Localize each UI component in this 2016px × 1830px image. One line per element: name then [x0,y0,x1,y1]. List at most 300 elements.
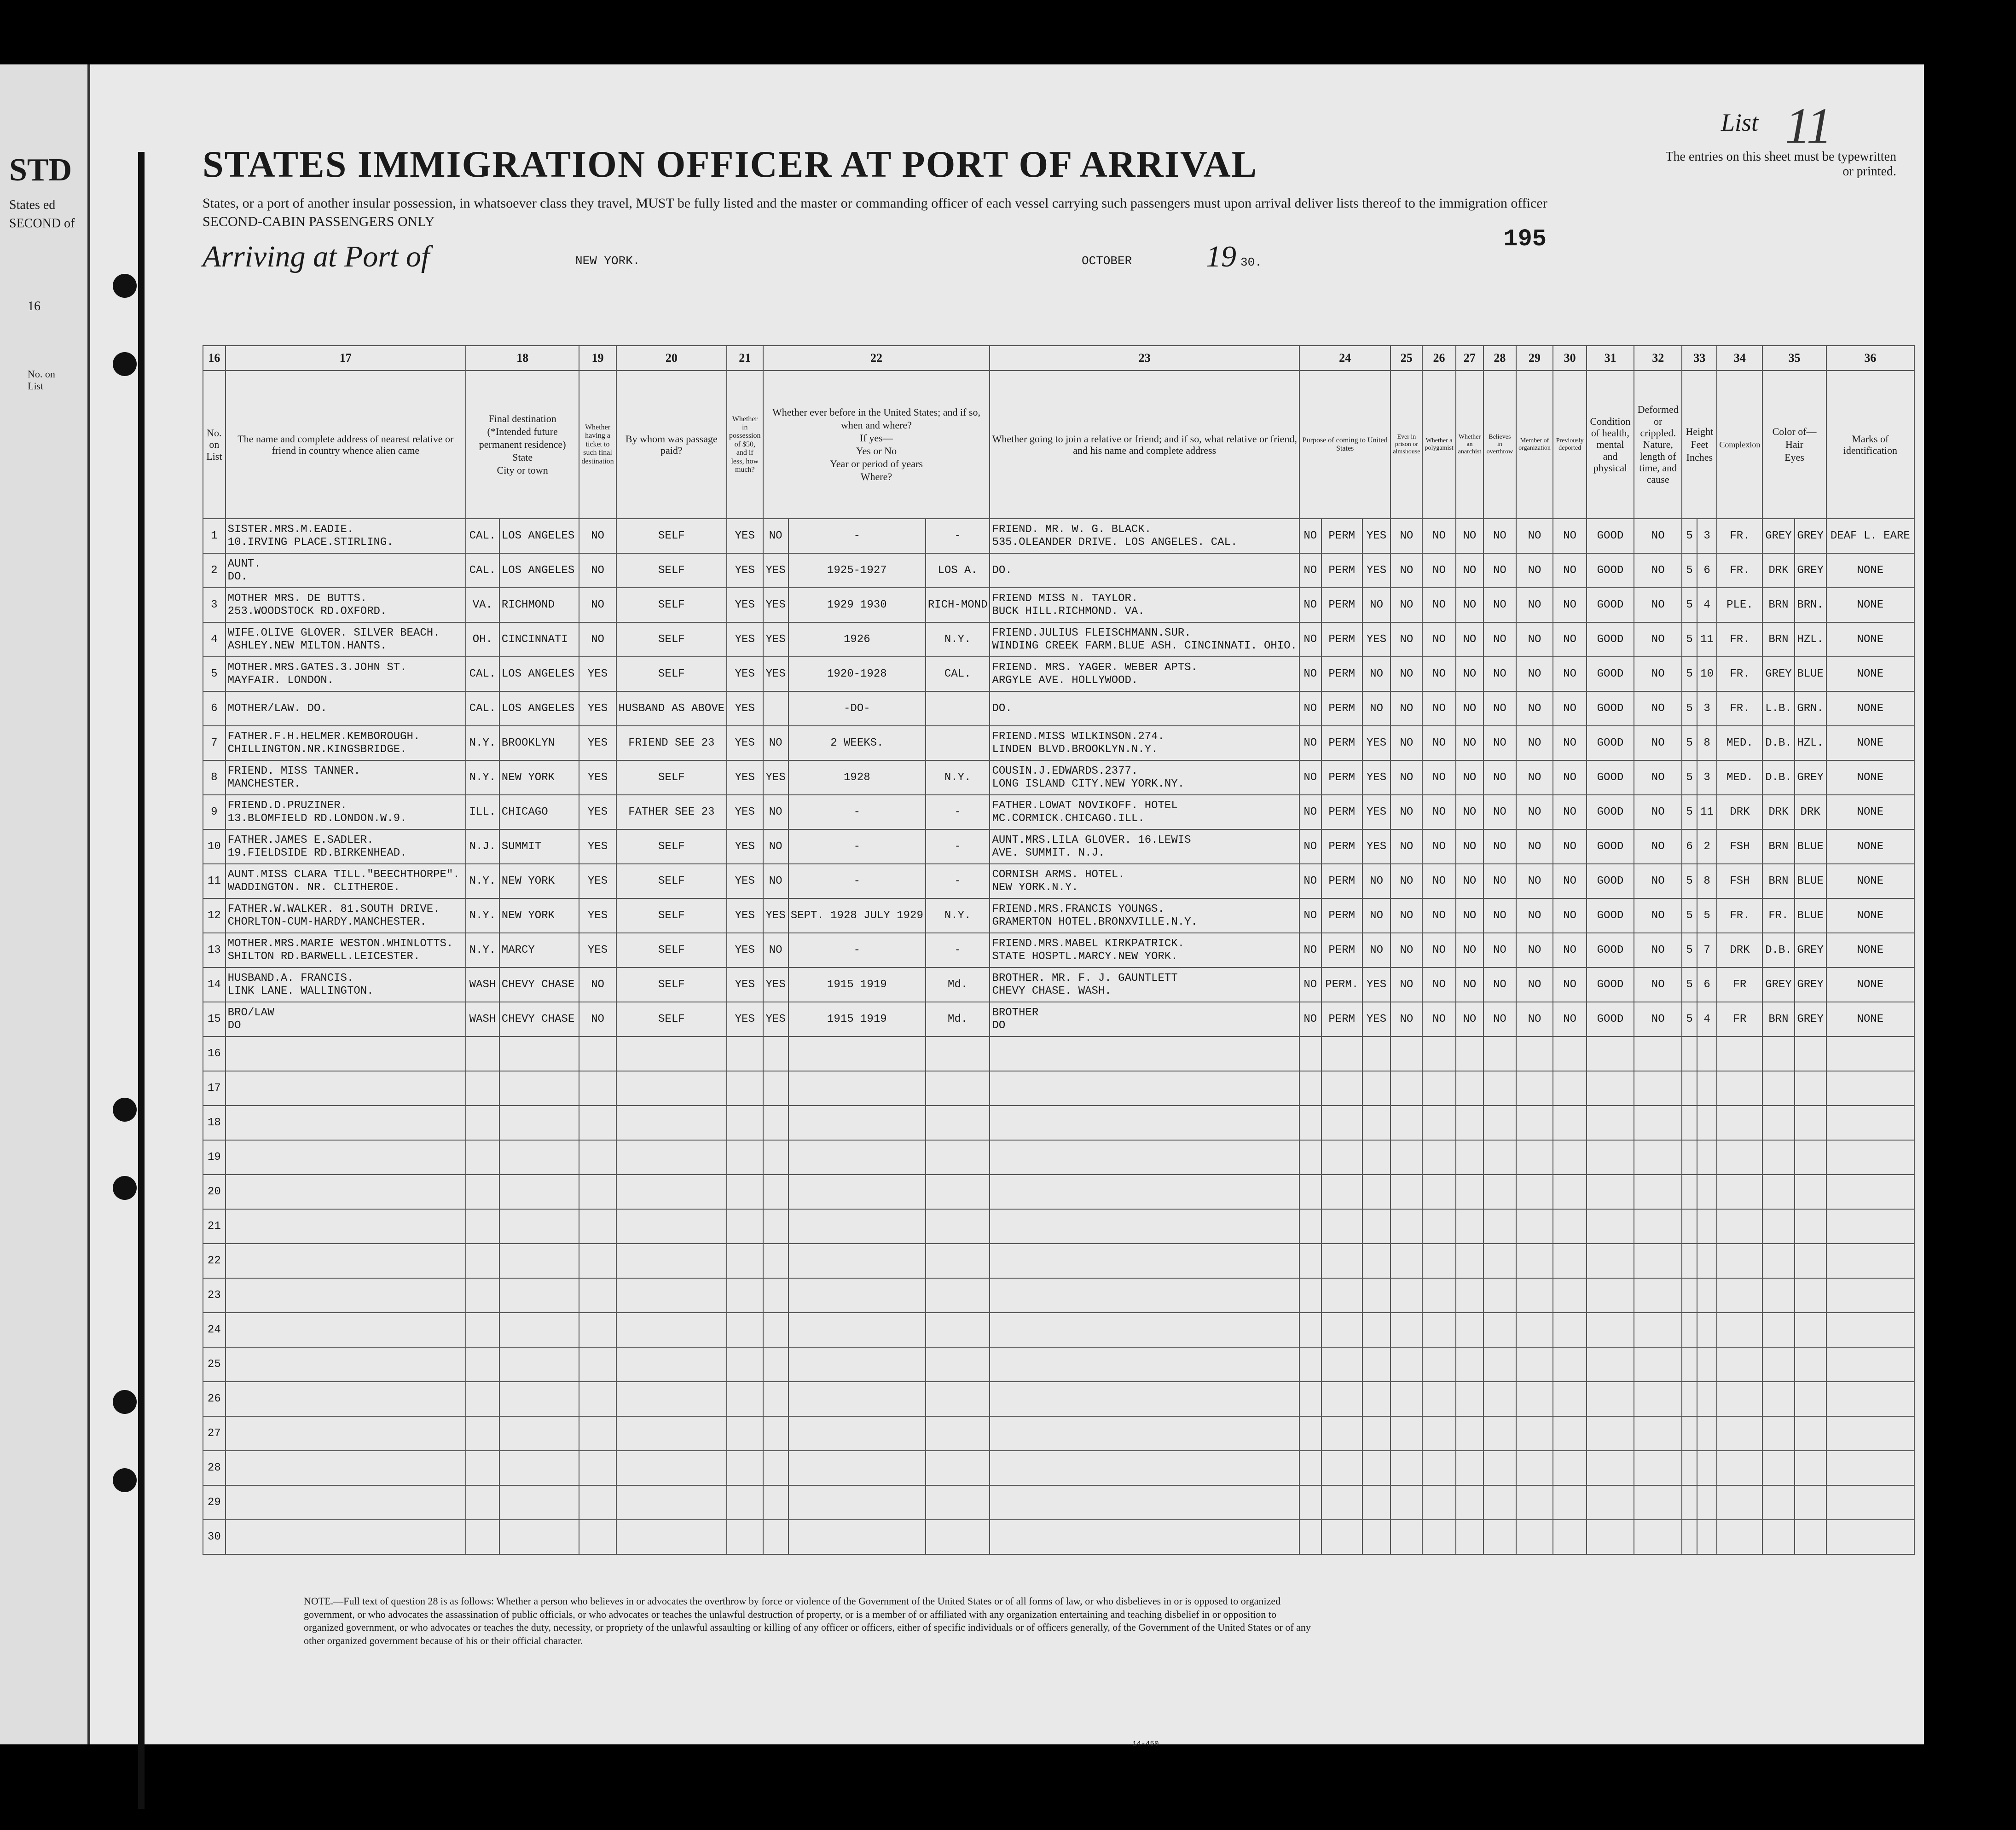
state-cell: CAL. [466,519,499,553]
c29-cell: NO [1516,898,1553,933]
no-cell: 23 [203,1278,226,1313]
empty-cell [226,1485,466,1520]
empty-cell [1795,1382,1826,1416]
empty-cell [926,1382,990,1416]
no-cell: 13 [203,933,226,967]
empty-cell [1587,1106,1634,1140]
empty-cell [1362,1209,1391,1244]
c26-cell: NO [1422,726,1455,760]
inches-cell: 11 [1697,795,1717,829]
paid-cell: SELF [616,864,727,898]
money-cell: YES [727,864,763,898]
feet-cell: 5 [1682,691,1697,726]
no-cell: 5 [203,657,226,691]
empty-cell [1717,1347,1762,1382]
p3-cell: YES [1362,622,1391,657]
empty-cell [1516,1278,1553,1313]
empty-cell [1299,1209,1321,1244]
join-line: FRIEND. MRS. YAGER. WEBER APTS. [992,661,1198,674]
punch-hole [113,352,137,376]
p1-cell: NO [1299,657,1321,691]
empty-cell [1362,1106,1391,1140]
health-cell: GOOD [1587,829,1634,864]
empty-cell [1795,1520,1826,1554]
city-cell: NEW YORK [499,898,579,933]
c28-cell: NO [1483,760,1516,795]
state-cell: OH. [466,622,499,657]
empty-cell [226,1347,466,1382]
col-head: No. on List [203,371,226,519]
c30-cell: NO [1553,622,1586,657]
empty-cell [788,1106,926,1140]
empty-cell [616,1347,727,1382]
comp-cell: FR [1717,1002,1762,1037]
empty-cell [1422,1416,1455,1451]
empty-cell [727,1106,763,1140]
empty-cell [727,1244,763,1278]
no-cell: 26 [203,1382,226,1416]
before-cell: NO [763,795,788,829]
hair-cell: DRK [1762,553,1794,588]
c30-cell: NO [1553,657,1586,691]
relative-line: DO [227,1019,241,1032]
eyes-cell: HZL. [1795,622,1826,657]
empty-cell [1422,1106,1455,1140]
join-cell [990,622,1299,657]
relative-cell [226,588,466,622]
empty-cell [1321,1278,1362,1313]
c25-cell: NO [1390,760,1422,795]
no-cell: 9 [203,795,226,829]
empty-cell [926,1278,990,1313]
health-cell: GOOD [1587,795,1634,829]
c26-cell: NO [1422,691,1455,726]
empty-cell [499,1071,579,1106]
money-cell: YES [727,933,763,967]
empty-cell [1362,1485,1391,1520]
table-row [203,1278,1914,1313]
c26-cell: NO [1422,864,1455,898]
empty-cell [1422,1209,1455,1244]
p1-cell: NO [1299,1002,1321,1037]
empty-cell [1682,1416,1697,1451]
relative-line: FRIEND.D.PRUZINER. [227,799,347,812]
empty-cell [1299,1175,1321,1209]
p1-cell: NO [1299,933,1321,967]
relative-line: AUNT. [227,557,261,570]
empty-cell [788,1347,926,1382]
empty-cell [616,1106,727,1140]
c25-cell: NO [1390,1002,1422,1037]
money-cell: YES [727,622,763,657]
empty-cell [727,1175,763,1209]
c27-cell: NO [1456,519,1484,553]
empty-cell [466,1175,499,1209]
empty-cell [466,1071,499,1106]
join-line: MC.CORMICK.CHICAGO.ILL. [992,812,1145,825]
money-cell: YES [727,967,763,1002]
empty-cell [1422,1451,1455,1485]
empty-cell [226,1106,466,1140]
feet-cell: 5 [1682,588,1697,622]
empty-cell [1795,1244,1826,1278]
c28-cell: NO [1483,933,1516,967]
empty-cell [1553,1347,1586,1382]
p1-cell: NO [1299,898,1321,933]
relative-line: MANCHESTER. [227,777,301,790]
join-line: 535.OLEANDER DRIVE. LOS ANGELES. CAL. [992,536,1238,549]
empty-cell [499,1416,579,1451]
empty-cell [1762,1278,1794,1313]
no-cell: 1 [203,519,226,553]
where-cell: N.Y. [926,622,990,657]
eyes-cell: HZL. [1795,726,1826,760]
health-cell: GOOD [1587,933,1634,967]
empty-cell [1553,1244,1586,1278]
c26-cell: NO [1422,795,1455,829]
join-line: FRIEND.MRS.FRANCIS YOUNGS. [992,903,1164,915]
empty-cell [1483,1278,1516,1313]
c25-cell: NO [1390,898,1422,933]
comp-cell: FR. [1717,519,1762,553]
city-cell: LOS ANGELES [499,691,579,726]
p1-cell: NO [1299,553,1321,588]
empty-cell [1697,1140,1717,1175]
table-row [203,967,1914,1002]
empty-cell [499,1485,579,1520]
empty-cell [1321,1209,1362,1244]
empty-cell [1483,1451,1516,1485]
empty-cell [1362,1416,1391,1451]
no-cell: 11 [203,864,226,898]
empty-cell [1682,1175,1697,1209]
no-cell: 27 [203,1416,226,1451]
empty-cell [1362,1071,1391,1106]
table-row [203,1485,1914,1520]
relative-line: MOTHER/LAW. DO. [227,702,327,715]
empty-cell [727,1037,763,1071]
empty-cell [579,1382,616,1416]
relative-line: 253.WOODSTOCK RD.OXFORD. [227,605,387,618]
empty-cell [579,1071,616,1106]
year-cell: SEPT. 1928 JULY 1929 [788,898,926,933]
empty-cell [990,1382,1299,1416]
empty-cell [466,1244,499,1278]
before-cell [763,691,788,726]
empty-cell [616,1209,727,1244]
empty-cell [1321,1313,1362,1347]
year-cell: - [788,829,926,864]
empty-cell [1826,1037,1914,1071]
ticket-cell: YES [579,898,616,933]
empty-cell [1516,1209,1553,1244]
empty-cell [727,1382,763,1416]
deformed-cell: NO [1634,795,1682,829]
empty-cell [990,1037,1299,1071]
col-num: 32 [1634,346,1682,371]
empty-cell [788,1140,926,1175]
no-cell: 21 [203,1209,226,1244]
p1-cell: NO [1299,864,1321,898]
empty-cell [990,1140,1299,1175]
eyes-cell: BLUE [1795,829,1826,864]
relative-line: SHILTON RD.BARWELL.LEICESTER. [227,950,420,963]
empty-cell [616,1416,727,1451]
c29-cell: NO [1516,657,1553,691]
empty-cell [926,1106,990,1140]
empty-cell [1795,1313,1826,1347]
city-cell: NEW YORK [499,864,579,898]
before-cell: YES [763,588,788,622]
empty-cell [579,1416,616,1451]
c28-cell: NO [1483,519,1516,553]
no-cell: 15 [203,1002,226,1037]
p2-cell: PERM [1321,829,1362,864]
table-row [203,1520,1914,1554]
empty-cell [788,1451,926,1485]
where-cell: N.Y. [926,760,990,795]
empty-cell [1456,1382,1484,1416]
empty-cell [226,1209,466,1244]
empty-cell [1762,1485,1794,1520]
empty-cell [763,1313,788,1347]
column-header-row [203,371,1914,519]
marks-cell: NONE [1826,588,1914,622]
paid-cell: SELF [616,898,727,933]
c28-cell: NO [1483,1002,1516,1037]
empty-cell [1682,1278,1697,1313]
empty-cell [1634,1347,1682,1382]
empty-cell [1516,1140,1553,1175]
empty-cell [1697,1347,1717,1382]
col-head: Condition of health, mental and physical [1587,371,1634,519]
hair-cell: D.B. [1762,760,1794,795]
empty-cell [499,1037,579,1071]
empty-cell [1697,1209,1717,1244]
c28-cell: NO [1483,864,1516,898]
c28-cell: NO [1483,588,1516,622]
inches-cell: 11 [1697,622,1717,657]
c25-cell: NO [1390,691,1422,726]
join-line: BUCK HILL.RICHMOND. VA. [992,605,1145,618]
paid-cell: SELF [616,622,727,657]
marks-cell: NONE [1826,898,1914,933]
col-head: Final destination (*Intended future permanent residence) [479,413,566,450]
empty-cell [1682,1071,1697,1106]
empty-cell [763,1244,788,1278]
eyes-cell: GREY [1795,519,1826,553]
empty-cell [499,1106,579,1140]
empty-cell [1516,1451,1553,1485]
table-row [203,898,1914,933]
empty-cell [1826,1175,1914,1209]
hair-cell: D.B. [1762,726,1794,760]
join-cell [990,795,1299,829]
empty-cell [1634,1278,1682,1313]
relative-line: SISTER.MRS.M.EADIE. [227,523,354,536]
city-cell: LOS ANGELES [499,553,579,588]
empty-cell [1826,1416,1914,1451]
empty-cell [616,1313,727,1347]
table-row [203,1140,1914,1175]
state-cell: N.Y. [466,760,499,795]
col-num: 29 [1516,346,1553,371]
empty-cell [1634,1037,1682,1071]
relative-line: CHILLINGTON.NR.KINGSBRIDGE. [227,743,407,756]
where-cell: - [926,829,990,864]
empty-cell [499,1175,579,1209]
sub-hair: Hair [1785,439,1804,450]
empty-cell [990,1485,1299,1520]
empty-cell [1456,1071,1484,1106]
c28-cell: NO [1483,898,1516,933]
port-label: Arriving at Port of [203,240,430,273]
empty-cell [788,1416,926,1451]
empty-cell [1826,1140,1914,1175]
empty-cell [1483,1382,1516,1416]
empty-cell [499,1140,579,1175]
empty-cell [1456,1416,1484,1451]
c27-cell: NO [1456,657,1484,691]
empty-cell [1390,1209,1422,1244]
ticket-cell: NO [579,519,616,553]
empty-cell [226,1244,466,1278]
city-cell: CINCINNATI [499,622,579,657]
inches-cell: 4 [1697,588,1717,622]
month-value: OCTOBER [1082,254,1132,268]
empty-cell [788,1209,926,1244]
empty-cell [1762,1071,1794,1106]
p2-cell: PERM [1321,864,1362,898]
p2-cell: PERM [1321,795,1362,829]
join-line: BROTHER [992,1006,1039,1019]
table-row [203,1382,1914,1416]
empty-cell [926,1520,990,1554]
p3-cell: YES [1362,553,1391,588]
before-cell: NO [763,864,788,898]
c29-cell: NO [1516,519,1553,553]
inches-cell: 3 [1697,760,1717,795]
col-head: Believes in overthrow [1483,371,1516,519]
empty-cell [466,1347,499,1382]
money-cell: YES [727,519,763,553]
empty-cell [1587,1244,1634,1278]
empty-cell [1390,1416,1422,1451]
comp-cell: FR. [1717,553,1762,588]
join-line: DO. [992,702,1012,715]
relative-line: WADDINGTON. NR. CLITHEROE. [227,881,400,894]
join-cell [990,1002,1299,1037]
before-cell: YES [763,553,788,588]
state-cell: N.Y. [466,898,499,933]
empty-cell [926,1244,990,1278]
inches-cell: 6 [1697,553,1717,588]
empty-cell [1299,1382,1321,1416]
empty-cell [466,1520,499,1554]
health-cell: GOOD [1587,967,1634,1002]
state-cell: CAL. [466,691,499,726]
deformed-cell: NO [1634,898,1682,933]
empty-cell [1553,1037,1586,1071]
empty-cell [788,1244,926,1278]
empty-cell [1390,1175,1422,1209]
c28-cell: NO [1483,829,1516,864]
empty-cell [926,1485,990,1520]
empty-cell [1390,1485,1422,1520]
health-cell: GOOD [1587,622,1634,657]
join-line: NEW YORK.N.Y. [992,881,1078,894]
empty-cell [990,1106,1299,1140]
sub-eyes: Eyes [1784,452,1804,463]
paid-cell: SELF [616,588,727,622]
c26-cell: NO [1422,588,1455,622]
state-cell: WASH [466,967,499,1002]
c29-cell: NO [1516,967,1553,1002]
sub-feet: Feet [1691,439,1709,450]
p2-cell: PERM. [1321,967,1362,1002]
p3-cell: NO [1362,898,1391,933]
empty-cell [1682,1244,1697,1278]
table-row [203,1451,1914,1485]
col-head: Ever in prison or almshouse [1390,371,1422,519]
empty-cell [226,1071,466,1106]
p2-cell: PERM [1321,691,1362,726]
feet-cell: 5 [1682,760,1697,795]
relative-cell [226,657,466,691]
relative-cell [226,864,466,898]
col-num: 26 [1422,346,1455,371]
empty-cell [616,1520,727,1554]
empty-cell [926,1037,990,1071]
where-cell: Md. [926,967,990,1002]
health-cell: GOOD [1587,691,1634,726]
p3-cell: NO [1362,864,1391,898]
empty-cell [466,1037,499,1071]
empty-cell [1717,1244,1762,1278]
hair-cell: D.B. [1762,933,1794,967]
empty-cell [1321,1071,1362,1106]
year-cell: 1915 1919 [788,967,926,1002]
relative-line: 13.BLOMFIELD RD.LONDON.W.9. [227,812,407,825]
empty-cell [466,1451,499,1485]
empty-cell [990,1175,1299,1209]
table-row [203,933,1914,967]
join-cell [990,726,1299,760]
hair-cell: GREY [1762,657,1794,691]
marks-cell: NONE [1826,553,1914,588]
empty-cell [1456,1175,1484,1209]
p2-cell: PERM [1321,1002,1362,1037]
empty-cell [1422,1037,1455,1071]
relative-cell [226,622,466,657]
p1-cell: NO [1299,726,1321,760]
join-cell [990,760,1299,795]
marks-cell: NONE [1826,657,1914,691]
join-line: LINDEN BLVD.BROOKLYN.N.Y. [992,743,1158,756]
empty-cell [1390,1037,1422,1071]
col-head: Whether an anarchist [1456,371,1484,519]
money-cell: YES [727,726,763,760]
empty-cell [1697,1037,1717,1071]
hair-cell: BRN [1762,588,1794,622]
table-row [203,622,1914,657]
empty-cell [1682,1520,1697,1554]
c25-cell: NO [1390,519,1422,553]
join-line: DO [992,1019,1006,1032]
feet-cell: 5 [1682,795,1697,829]
city-cell: MARCY [499,933,579,967]
c26-cell: NO [1422,898,1455,933]
